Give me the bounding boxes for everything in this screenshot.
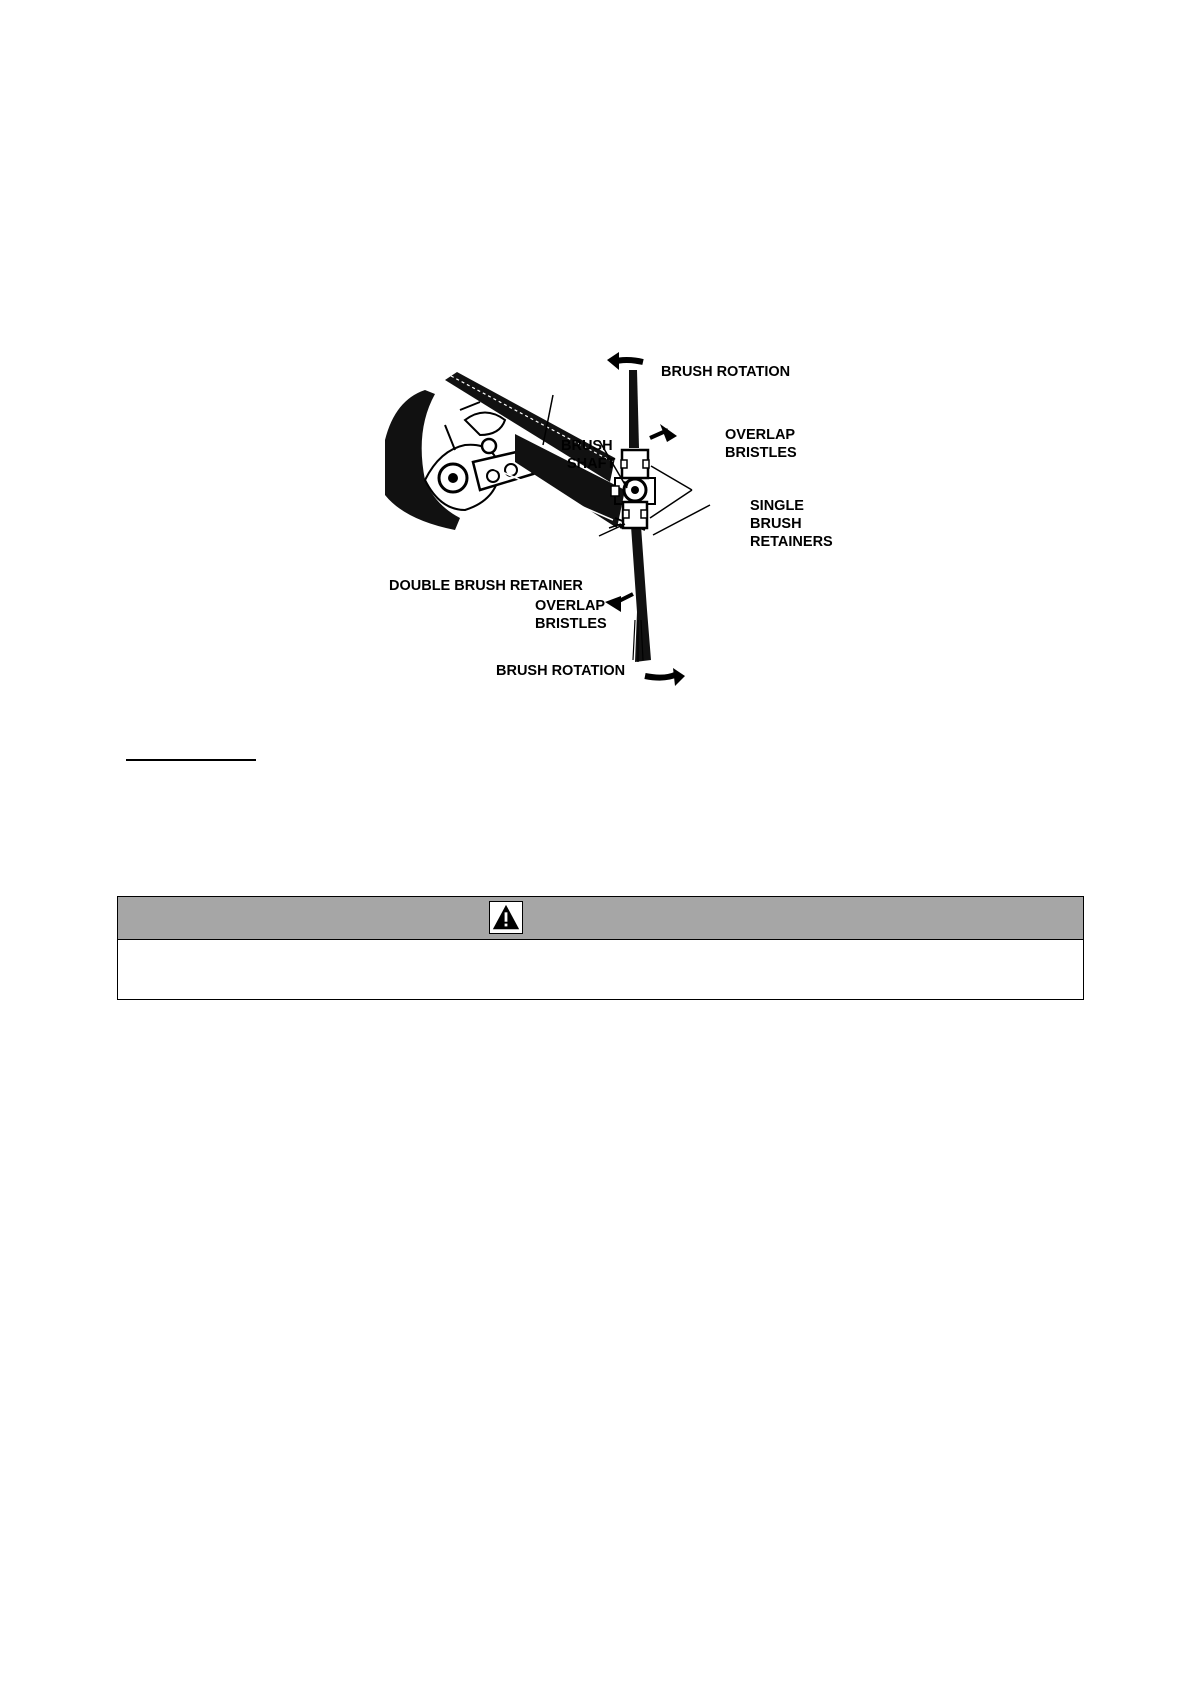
label-single-1: SINGLE <box>750 498 804 514</box>
rotation-arrow-bottom <box>645 674 677 678</box>
label-brush-shaft-1: BRUSH <box>561 438 613 454</box>
label-single-2: BRUSH <box>750 516 802 532</box>
label-single-3: RETAINERS <box>750 534 833 550</box>
label-overlap-top: OVERLAP <box>725 427 796 443</box>
section-heading-underline <box>126 759 256 761</box>
label-brush-rotation-bottom: BRUSH ROTATION <box>496 663 626 679</box>
label-bristles-top: BRISTLES <box>725 445 797 461</box>
label-brush-shaft-2: SHAFT <box>567 456 616 472</box>
label-overlap-bottom: OVERLAP <box>535 598 606 614</box>
label-brush-rotation-top: BRUSH ROTATION <box>661 364 791 380</box>
brush-retainer-figure <box>385 350 833 690</box>
warning-triangle-icon <box>489 901 523 934</box>
single-retainer-leaders <box>650 466 692 518</box>
warning-body <box>118 940 1083 1000</box>
label-bristles-bottom: BRISTLES <box>535 616 607 632</box>
label-double-retainer: DOUBLE BRUSH RETAINER <box>389 578 583 594</box>
warning-box <box>117 896 1084 1000</box>
warning-header <box>118 897 1083 940</box>
vertical-brush-illustration <box>629 370 639 448</box>
